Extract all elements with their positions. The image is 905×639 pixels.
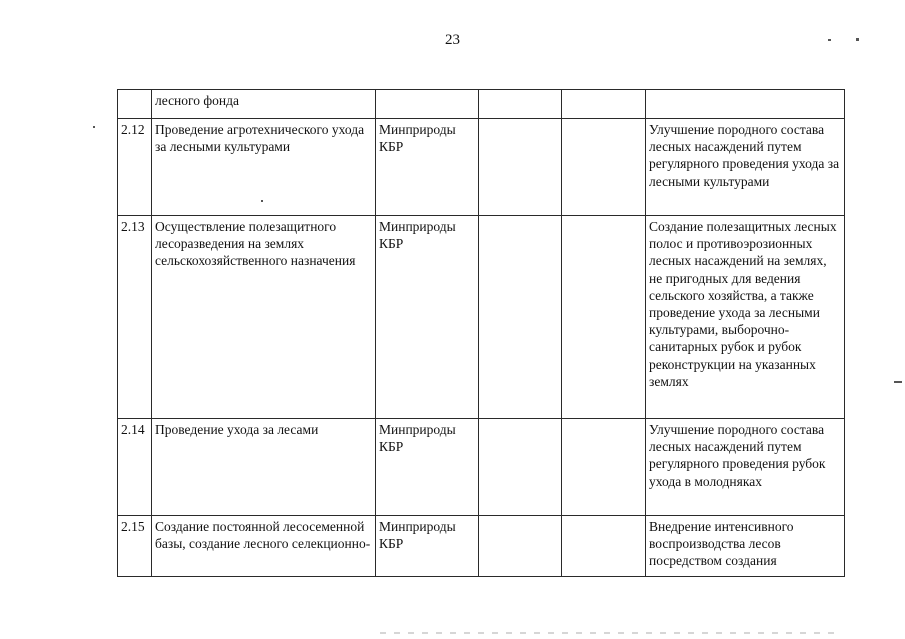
scan-speck [894,381,902,383]
activities-table [117,89,845,577]
executor-cell: Минприроды КБР [376,516,479,577]
activity-cell: Проведение агротехнического ухода за лесными культурами [152,119,376,216]
scan-speck [856,38,859,41]
table-row [118,216,845,419]
table-row [118,516,845,577]
executor-cell [376,90,479,119]
executor-cell: Минприроды КБР [376,419,479,516]
empty-cell [562,119,646,216]
activity-cell: Создание постоянной лесосеменной базы, создание лесного селекционно- [152,516,376,577]
activity-cell: Проведение ухода за лесами [152,419,376,516]
empty-cell [479,119,562,216]
page-number: 23 [445,32,460,48]
empty-cell [562,516,646,577]
empty-cell [479,216,562,419]
result-cell: Улучшение породного состава лесных насаждений путем регулярного проведения ухода за лесными культурами [646,119,845,216]
table-row [118,119,845,216]
executor-cell: Минприроды КБР [376,119,479,216]
table-row [118,419,845,516]
activity-cell: лесного фонда [152,90,376,119]
result-cell [646,90,845,119]
row-number-cell: 2.15 [118,516,152,577]
empty-cell [562,216,646,419]
scan-noise [380,632,840,634]
empty-cell [479,90,562,119]
result-cell: Улучшение породного состава лесных насаждений путем регулярного проведения рубок ухода в молодняках [646,419,845,516]
row-number-cell [118,90,152,119]
result-cell: Создание полезащитных лесных полос и противоэрозионных лесных насаждений на землях, не пригодных для ведения сельского хозяйства, а также проведение ухода за лесными культурами, выборочно-санитарных рубок и рубок реконструкции на указанных землях [646,216,845,419]
scan-speck [828,39,831,41]
row-number-cell: 2.14 [118,419,152,516]
row-number-cell: 2.12 [118,119,152,216]
executor-cell: Минприроды КБР [376,216,479,419]
table-row [118,90,845,119]
activity-cell: Осуществление полезащитного лесоразведения на землях сельскохозяйственного назначения [152,216,376,419]
scan-speck [261,200,263,202]
scan-speck [93,126,95,128]
empty-cell [562,419,646,516]
result-cell: Внедрение интенсивного воспроизводства лесов посредством создания [646,516,845,577]
empty-cell [479,419,562,516]
empty-cell [479,516,562,577]
empty-cell [562,90,646,119]
row-number-cell: 2.13 [118,216,152,419]
